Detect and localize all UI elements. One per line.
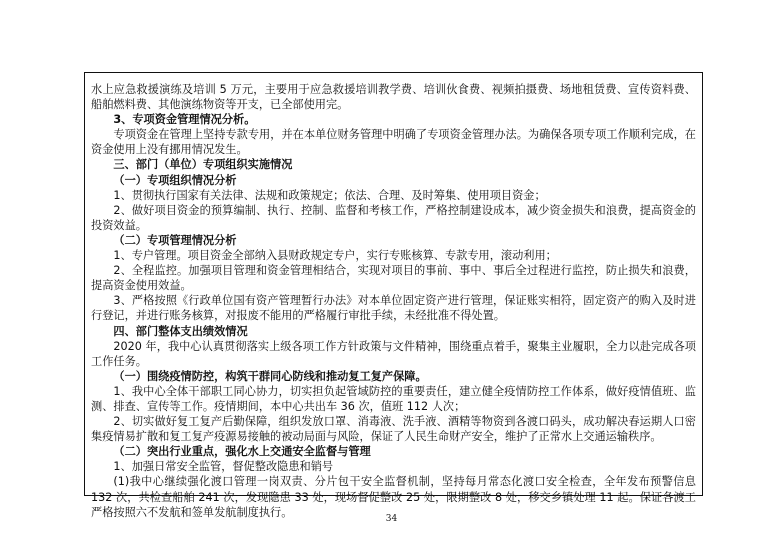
list-item-2: 2、做好项目资金的预算编制、执行、控制、监督和考核工作，严格控制建设成本，减少资金损失和浪费，提高资金的投资效益。 [91,203,696,232]
list-item-epidemic-2: 2、切实做好复工复产后勤保障，组织发放口罩、消毒液、洗手液、酒精等物资到各渡口码头，成功解决春运期人口密集疫情易扩散和复工复产疫源易接触的被动局面与风险，保证了人民生命财产安全，维护了正常水上交通运输秩序。 [91,415,696,444]
paragraph-2020-summary: 2020 年，我中心认真贯彻落实上级各项工作方针政策与文件精神，围绕重点着手，聚集主业履职，全力以赴完成各项工作任务。 [91,339,696,368]
list-item-safety-detail: (1)我中心继续强化渡口管理一岗双责、分片包干安全监督机制，坚持每月常态化渡口安全检查，全年发布预警信息 132 次，共检查船舶 241 次，发现隐患 33 处，现场督促整改 25 处，限期整改 8 处，移交乡镇处理 11 起。保证各渡工严格按照六不发航和签单发航制度执行。 [91,475,696,519]
page-number: 34 [385,514,398,524]
section-heading-4: 四、部门整体支出绩效情况 [113,324,248,338]
subheading-management: （二）专项管理情况分析 [113,233,237,247]
paragraph-special-funds: 专项资金在管理上坚持专款专用，并在本单位财务管理中明确了专项资金管理办法。为确保各项专项工作顺利完成，在资金使用上没有挪用情况发生。 [91,128,696,157]
list-item-safety-1: 1、加强日常安全监管，督促整改隐患和销号 [113,460,334,474]
list-item-1: 1、贯彻执行国家有关法律、法规和政策规定；依法、合理、及时筹集、使用项目资金； [113,188,546,202]
paragraph-drill-funds: 水上应急救援演练及培训 5 万元，主要用于应急救援培训教学费、培训伙食费、视频拍摄费、场地租赁费、宣传资料费、船舶燃料费、其他演练物资等开支，已全部使用完。 [91,83,696,112]
section-heading-3: 三、部门（单位）专项组织实施情况 [113,158,293,172]
heading-special-funds-analysis: 3、专项资金管理情况分析。 [113,113,256,127]
list-item-account: 1、专户管理。项目资金全部纳入县财政规定专户，实行专账核算、专款专用，滚动利用； [113,249,557,263]
subheading-safety: （二）突出行业重点，强化水上交通安全监督与管理 [113,445,371,459]
list-item-monitoring: 2、全程监控。加强项目管理和资金管理相结合，实现对项目的事前、事中、事后全过程进行监控，防止损失和浪费，提高资金使用效益。 [91,264,696,293]
list-item-assets: 3、严格按照《行政单位国有资产管理暂行办法》对本单位固定资产进行管理，保证账实相符，固定资产的购入及时进行登记，并进行账务核算，对报废不能用的严格履行审批手续，未经批准不得处置。 [91,294,696,323]
subheading-organization: （一）专项组织情况分析 [113,173,237,187]
document-body [85,73,702,520]
subheading-epidemic: （一）围绕疫情防控，构筑干群同心防线和推动复工复产保障。 [113,369,427,383]
list-item-epidemic-1: 1、我中心全体干部职工同心协力，切实担负起管域防控的重要责任，建立健全疫情防控工作体系，做好疫情值班、监测、排查、宣传等工作。疫情期间，本中心共出车 36 次，值班 112 人次； [91,384,696,413]
